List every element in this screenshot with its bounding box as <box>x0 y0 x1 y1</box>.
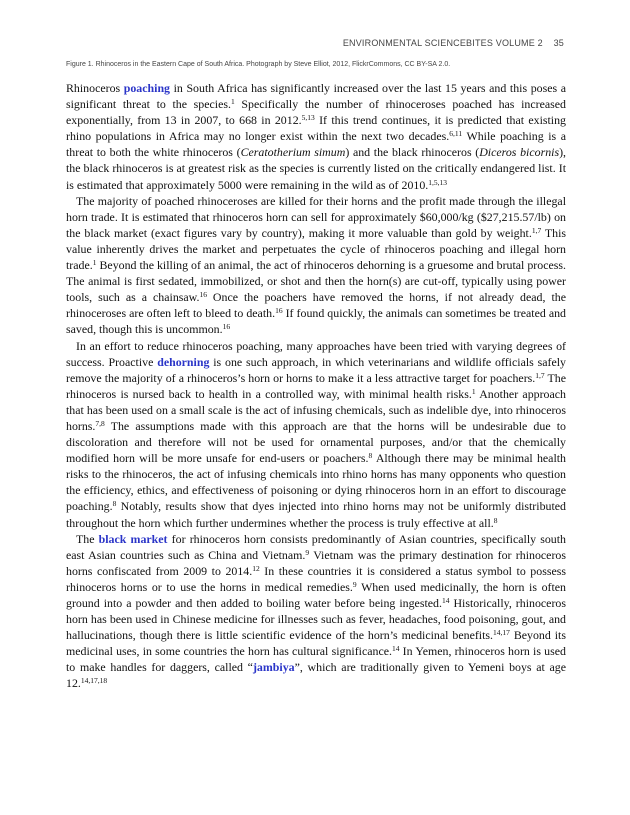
citation-reference[interactable]: 16 <box>275 306 283 316</box>
text-run: for rhinoceros horn consists predominantly of Asian countries, specifically south east Asian countries such as China and Vietnam. <box>66 531 566 562</box>
text-run: Notably, results show that dyes injected into rhino horns may not be uniformly distributed throughout the horn which further undermines whether the process is truly effective at all. <box>66 499 566 530</box>
text-run: While poaching is a threat to both the white rhinoceros ( <box>66 129 566 160</box>
citation-reference[interactable]: 1 <box>471 386 476 396</box>
paragraph <box>66 80 566 193</box>
glossary-term-link[interactable]: dehorning <box>157 354 210 369</box>
text-run: The assumptions made with this approach are that the horns will be undesirable due to discoloration and therefore will not be used for ornamental purposes, and/or that the chemically modified horn will be more unsafe for end-users or poachers. <box>66 418 566 466</box>
citation-reference[interactable]: 1,7 <box>535 370 545 380</box>
text-run: In Yemen, rhinoceros horn is used to make handles for daggers, called “ <box>66 644 566 675</box>
citation-reference[interactable]: 1 <box>92 258 97 268</box>
text-run: Historically, rhinoceros horn has been used in Chinese medicine for illnesses such as fever, headaches, food poisoning, gout, and hallucinations, though there is little scientific evidence of the horn’s medicinal benefits. <box>66 596 566 643</box>
paragraph <box>66 338 566 531</box>
text-run: Beyond the killing of an animal, the act of rhinoceros dehorning is a gruesome and brutal process. The animal is first sedated, immobilized, or shot and then the horn(s) are cut-off, typically using power tools, such as a chainsaw. <box>66 258 566 305</box>
glossary-term-link[interactable]: jambiya <box>252 660 295 675</box>
figure-caption: Figure 1. Rhinoceros in the Eastern Cape of South Africa. Photograph by Steve Elliot, 2012, FlickrCommons, CC BY-SA 2.0. <box>66 61 451 68</box>
citation-reference[interactable]: 8 <box>368 451 373 461</box>
text-run: Rhinoceros <box>66 81 124 95</box>
species-name: Diceros bicornis <box>479 145 560 160</box>
text-run: If this trend continues, it is predicted that existing rhino populations in Africa may no longer exist within the next two decades. <box>66 113 567 144</box>
text-run: In these countries it is considered a status symbol to possess rhinoceros horns or to use the horns in medical remedies. <box>66 563 566 594</box>
citation-reference[interactable]: 5,13 <box>301 113 315 123</box>
text-run: In an effort to reduce rhinoceros poaching, many approaches have been tried with varying degrees of success. Proactive <box>66 338 566 369</box>
citation-reference[interactable]: 12 <box>252 563 260 573</box>
text-run: ) and the black rhinoceros ( <box>345 145 480 160</box>
text-run: This value inherently drives the market and perpetuates the cycle of rhinoceros poaching and illegal horn trade. <box>66 225 567 273</box>
citation-reference[interactable]: 6,11 <box>449 129 463 139</box>
citation-reference[interactable]: 1 <box>230 97 235 107</box>
citation-reference[interactable]: 9 <box>352 579 357 589</box>
citation-reference[interactable]: 16 <box>199 290 207 300</box>
article-body <box>66 80 566 692</box>
text-run: Once the poachers have removed the horns, if not already dead, the rhinoceroses are often left to bleed to death. <box>66 290 566 321</box>
text-run: Another approach that has been used on a small scale is the act of infusing chemicals, such as indelible dye, into rhinoceros horns. <box>66 386 566 433</box>
text-run: The rhinoceros is nursed back to health in a controlled way, with minimal health risks. <box>66 370 566 401</box>
glossary-term-link[interactable]: black market <box>98 531 168 546</box>
paragraph <box>66 531 566 692</box>
text-run: in South Africa has significantly increased over the last 15 years and this poses a significant threat to the species. <box>66 81 566 112</box>
text-run: ), the black rhinoceros is at greatest risk as the species is currently listed on the critically endangered list. It is estimated that approximately 5000 were remaining in the wild as of 2010. <box>66 145 567 192</box>
citation-reference[interactable]: 1,5,13 <box>428 177 447 187</box>
text-run: Although there may be minimal health risks to the rhinoceros, the act of infusing chemicals into rhino horns has many opponents who question the efficiency, ethics, and effectiveness of poisoning or dying rhinoceros horn in an effort to discourage poaching. <box>66 451 566 514</box>
text-run: Vietnam was the primary destination for rhinoceros horns confiscated from 2009 to 2014. <box>66 547 566 578</box>
paragraph <box>66 193 566 338</box>
text-run: When used medicinally, the horn is often ground into a powder and then added to boiling water before being ingested. <box>66 579 566 610</box>
page-number: 35 <box>553 38 564 48</box>
citation-reference[interactable]: 7,8 <box>95 418 105 428</box>
citation-reference[interactable]: 14,17,18 <box>80 676 108 686</box>
text-run: ”, which are traditionally given to Yemeni boys at age 12. <box>66 660 566 691</box>
running-header <box>343 38 564 48</box>
text-run: Beyond its medicinal uses, in some countries the horn has cultural significance. <box>66 628 566 659</box>
journal-title: ENVIRONMENTAL SCIENCEBITES VOLUME 2 <box>342 38 543 48</box>
citation-reference[interactable]: 14 <box>441 596 450 605</box>
citation-reference[interactable]: 8 <box>112 499 117 509</box>
text-run: If found quickly, the animals can sometimes be treated and saved, though this is uncommon. <box>66 306 566 337</box>
text-run: is one such approach, in which veterinarians and wildlife officials safely remove the majority of a rhinoceros’s horn or horns to make it a less attractive target for poachers. <box>66 354 566 385</box>
citation-reference[interactable]: 14 <box>391 644 400 654</box>
text-run: The majority of poached rhinoceroses are killed for their horns and the profit made through the illegal horn trade. It is estimated that rhinoceros horn can sell for approximately $60,000/kg ($27,215.57/lb) on the black market (exact figures vary by country), making it more valuable than gold by weight. <box>66 193 566 240</box>
citation-reference[interactable]: 14,17 <box>493 628 510 638</box>
text-run: Specifically the number of rhinoceroses poached has increased exponentially, from 13 in 2007, to 668 in 2012. <box>66 97 566 128</box>
citation-reference[interactable]: 8 <box>493 515 498 525</box>
citation-reference[interactable]: 1,7 <box>531 225 542 235</box>
citation-reference[interactable]: 9 <box>305 547 310 557</box>
species-name: Ceratotherium simum <box>240 145 346 160</box>
citation-reference[interactable]: 16 <box>222 322 231 332</box>
text-run: The <box>76 531 99 546</box>
glossary-term-link[interactable]: poaching <box>123 81 171 95</box>
